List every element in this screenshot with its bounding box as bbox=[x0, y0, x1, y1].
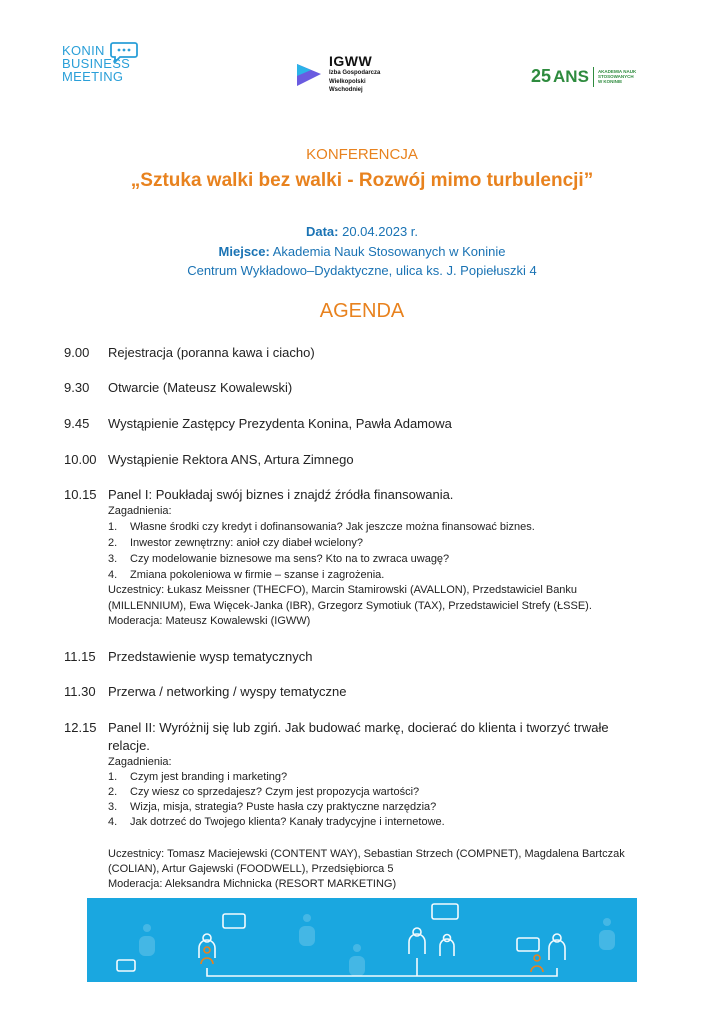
agenda-row bbox=[64, 720, 609, 735]
panel2-moderation: Moderacja: Aleksandra Michnicka (RESORT MARKETING) bbox=[108, 878, 397, 890]
igww-sub-2: Wielkopolski bbox=[329, 78, 366, 85]
igww-sub-1: Izba Gospodarcza bbox=[329, 70, 381, 76]
date-line bbox=[0, 224, 724, 239]
ans-logo bbox=[531, 66, 636, 87]
agenda-text: Panel I: Poukładaj swój biznes i znajdź źródła finansowania. bbox=[108, 487, 454, 502]
panel1-participants: Uczestnicy: Łukasz Meissner (THECFO), Marcin Stamirowski (AVALLON), Przedstawiciel Banku bbox=[108, 584, 578, 596]
list-item: 3. Wizja, misja, strategia? Puste hasła czy praktyczne narzędzia? bbox=[108, 801, 437, 813]
igww-triangle-icon bbox=[295, 60, 325, 90]
place-value: Akademia Nauk Stosowanych w Koninie bbox=[269, 244, 506, 259]
list-item: 3. Czy modelowanie biznesowe ma sens? Kto na to zwraca uwagę? bbox=[108, 553, 450, 565]
place-label: Miejsce: bbox=[218, 244, 270, 259]
list-item: 2. Inwestor zewnętrzny: anioł czy diabeł wcielony? bbox=[108, 537, 363, 549]
agenda-text: Przerwa / networking / wyspy tematyczne bbox=[108, 684, 347, 699]
people-network-illustration bbox=[87, 898, 637, 982]
place-line-2: Centrum Wykładowo–Dydaktyczne, ulica ks. J. Popiełuszki 4 bbox=[187, 263, 537, 278]
list-item: 1. Czym jest branding i marketing? bbox=[108, 771, 288, 783]
panel2-topics-label: Zagadnienia: bbox=[108, 756, 172, 768]
kbm-line-2: BUSINESS bbox=[62, 56, 131, 71]
conference-title: „Sztuka walki bez walki - Rozwój mimo turbulencji” bbox=[130, 170, 594, 191]
agenda-text: Rejestracja (poranna kawa i ciacho) bbox=[108, 345, 315, 360]
panel1-moderation: Moderacja: Mateusz Kowalewski (IGWW) bbox=[108, 615, 311, 627]
ans-anniversary: 25 bbox=[531, 66, 552, 86]
agenda-time: 9.30 bbox=[64, 380, 90, 395]
agenda-row bbox=[64, 416, 452, 431]
list-item: 1. Własne środki czy kredyt i dofinansowania? Jak jeszcze można finansować biznes. bbox=[108, 521, 535, 533]
igww-title: IGWW bbox=[329, 53, 373, 69]
conference-label: KONFERENCJA bbox=[306, 146, 418, 163]
list-item: 4. Zmiana pokoleniowa w firmie – szanse i zagrożenia. bbox=[108, 569, 385, 581]
ans-sub-2: STOSOWANYCH bbox=[597, 74, 634, 79]
ans-sub-1: AKADEMIA NAUK bbox=[597, 69, 637, 74]
igww-sub-3: Wschodniej bbox=[329, 87, 363, 93]
place-line bbox=[0, 244, 724, 259]
panel2-participants-2: (COLIAN), Artur Gajewski (FOODWELL), Przedsiębiorca 5 bbox=[108, 863, 394, 875]
chat-bubble-icon bbox=[110, 42, 138, 64]
list-item: 2. Czy wiesz co sprzedajesz? Czym jest propozycja wartości? bbox=[108, 786, 420, 798]
agenda-heading: AGENDA bbox=[319, 300, 405, 322]
list-item: 4. Jak dotrzeć do Twojego klienta? Kanały tradycyjne i internetowe. bbox=[108, 816, 445, 828]
agenda-time: 9.45 bbox=[64, 416, 90, 431]
panel2-participants: Uczestnicy: Tomasz Maciejewski (CONTENT WAY), Sebastian Strzech (COMPNET), Magdalena Bartczak bbox=[108, 848, 625, 860]
konin-business-meeting-logo bbox=[62, 44, 130, 83]
date-value: 20.04.2023 r. bbox=[338, 224, 419, 239]
agenda-text: Otwarcie (Mateusz Kowalewski) bbox=[108, 380, 293, 395]
agenda-text: Panel II: Wyróżnij się lub zgiń. Jak budować markę, docierać do klienta i tworzyć trwałe bbox=[108, 720, 609, 735]
agenda-row bbox=[64, 452, 354, 467]
agenda-text: Wystąpienie Rektora ANS, Artura Zimnego bbox=[108, 452, 354, 467]
kbm-line-3: MEETING bbox=[62, 69, 124, 84]
panel1-topics-label: Zagadnienia: bbox=[108, 505, 172, 517]
date-label: Data: bbox=[305, 224, 339, 239]
igww-logo bbox=[295, 54, 380, 94]
footer-banner bbox=[87, 898, 637, 982]
agenda-row bbox=[64, 345, 315, 360]
ans-sub-3: W KONINIE bbox=[597, 79, 623, 84]
agenda-time: 11.15 bbox=[64, 649, 96, 664]
panel1-participants-2: (MILLENNIUM), Ewa Więcek-Janka (IBR), Grzegorz Symotiuk (TAX), Przedstawiciel Strefy (ŁSSE). bbox=[108, 600, 592, 612]
agenda-time: 12.15 bbox=[64, 720, 97, 735]
agenda-time: 9.00 bbox=[64, 345, 90, 360]
kbm-line-1: KONIN bbox=[62, 43, 105, 58]
agenda-time: 10.00 bbox=[64, 452, 97, 467]
agenda-text: Wystąpienie Zastępcy Prezydenta Konina, Pawła Adamowa bbox=[108, 416, 452, 431]
agenda-row bbox=[64, 487, 453, 502]
agenda-row bbox=[64, 649, 312, 664]
agenda-row bbox=[64, 684, 346, 699]
ans-name: ANS bbox=[553, 66, 589, 86]
agenda-text-continued: relacje. bbox=[108, 738, 150, 753]
agenda-time: 11.30 bbox=[64, 684, 96, 699]
agenda-row bbox=[64, 380, 292, 395]
agenda-text: Przedstawienie wysp tematycznych bbox=[108, 649, 313, 664]
agenda-time: 10.15 bbox=[64, 487, 97, 502]
